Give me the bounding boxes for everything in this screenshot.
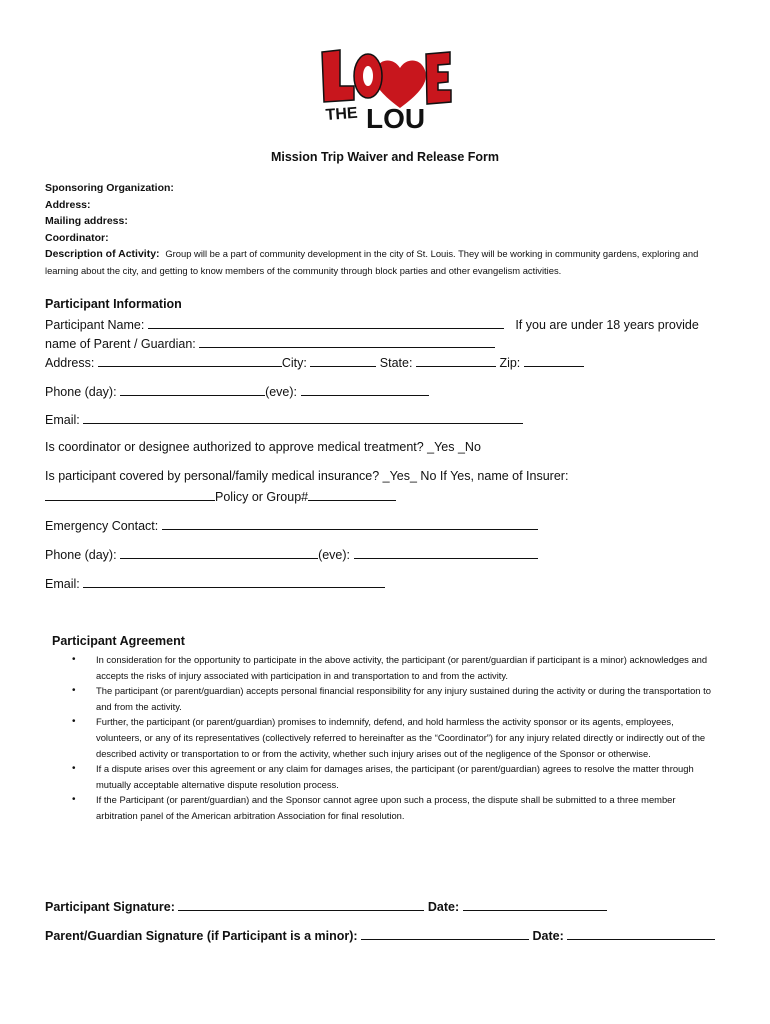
city-field[interactable] <box>310 354 376 367</box>
email-row <box>45 411 523 427</box>
phone-eve-label: (eve): <box>265 385 298 399</box>
agreement-item: • Further, the participant (or parent/guardian) promises to indemnify, defend, and hold harmless the activity sponsor or its agents, employees, volunteers, or any of its representatives (collectively referred to hereinafter as the “Coordinator”) for any injury related directly or indirectly out of the described activity or transportation to or from the activity, whether such injury arises out of the negligence of the Sponsor or otherwise. <box>60 714 715 761</box>
zip-field[interactable] <box>524 354 584 367</box>
insurance-question: Is participant covered by personal/family medical insurance? _Yes_ No If Yes, name of Insurer: <box>45 469 569 483</box>
parent-name-row <box>45 335 495 351</box>
policy-field[interactable] <box>308 488 396 501</box>
address-row <box>45 354 584 370</box>
insurer-row <box>45 488 396 504</box>
participant-name-row <box>45 316 699 332</box>
participant-name-field[interactable] <box>148 316 504 329</box>
emergency-email-label: Email: <box>45 577 80 591</box>
love-the-lou-logo <box>318 46 454 132</box>
emergency-phone-day-label: Phone (day): <box>45 548 117 562</box>
address-field[interactable] <box>98 354 282 367</box>
emergency-email-field[interactable] <box>83 575 385 588</box>
phone-eve-field[interactable] <box>301 383 429 396</box>
agreement-item: • In consideration for the opportunity to participate in the above activity, the participant (or parent/guardian if participant is a minor) acknowledges and accepts the risks of injury associated with participation in and transportation to and from the activity. <box>60 652 715 683</box>
emergency-contact-field[interactable] <box>162 517 538 530</box>
under-18-note: If you are under 18 years provide <box>515 318 699 332</box>
emergency-email-row <box>45 575 385 591</box>
participant-signature-row <box>45 898 607 914</box>
participant-date-label: Date: <box>427 900 460 914</box>
participant-info-heading: Participant Information <box>45 297 182 311</box>
coordinator-label: Coordinator: <box>45 231 109 244</box>
phone-day-field[interactable] <box>120 383 265 396</box>
address-label: Address: <box>45 198 91 211</box>
state-label: State: <box>379 356 413 370</box>
sponsoring-org-label: Sponsoring Organization: <box>45 182 174 194</box>
emergency-phone-eve-label: (eve): <box>318 548 351 562</box>
phone-row <box>45 383 429 399</box>
parent-name-field[interactable] <box>199 335 495 348</box>
participant-name-label: Participant Name: <box>45 318 145 332</box>
participant-signature-field[interactable] <box>178 898 424 911</box>
city-label: City: <box>281 356 307 370</box>
organization-info <box>45 180 725 279</box>
insurer-name-field[interactable] <box>45 488 215 501</box>
parent-signature-label: Parent/Guardian Signature (if Participant is a minor): <box>45 929 358 943</box>
phone-day-label: Phone (day): <box>45 385 117 399</box>
form-title: Mission Trip Waiver and Release Form <box>270 150 500 164</box>
medical-authorization-question: Is coordinator or designee authorized to approve medical treatment? _Yes _No <box>45 440 481 454</box>
heart-icon <box>374 61 426 109</box>
emergency-phone-day-field[interactable] <box>120 546 318 559</box>
email-label: Email: <box>45 413 80 427</box>
email-field[interactable] <box>83 411 523 424</box>
emergency-phone-row <box>45 546 538 562</box>
mailing-address-label: Mailing address: <box>45 215 128 227</box>
parent-name-label: name of Parent / Guardian: <box>45 337 196 351</box>
agreement-list <box>60 652 715 824</box>
emergency-contact-row <box>45 517 538 533</box>
description-text: Group will be a part of community development in the city of St. Louis. They will be working in community gardens, exploring and learning about the city, and getting to know members of the community through block parties and other evangelism activities. <box>45 248 699 276</box>
policy-label: Policy or Group# <box>215 490 309 504</box>
parent-date-label: Date: <box>532 929 564 943</box>
parent-date-field[interactable] <box>567 927 715 940</box>
logo-word-lou: LOU <box>366 103 426 132</box>
agreement-item: • If the Participant (or parent/guardian) and the Sponsor cannot agree upon such a process, the dispute shall be submitted to a three member arbitration panel of the American arbitration Association for final resolution. <box>60 792 715 823</box>
participant-date-field[interactable] <box>463 898 607 911</box>
parent-signature-row <box>45 927 715 943</box>
parent-signature-field[interactable] <box>361 927 529 940</box>
emergency-phone-eve-field[interactable] <box>354 546 538 559</box>
description-label: Description of Activity: <box>45 248 160 260</box>
participant-signature-label: Participant Signature: <box>45 900 175 914</box>
participant-agreement-heading: Participant Agreement <box>52 634 185 648</box>
agreement-item: • If a dispute arises over this agreement or any claim for damages arises, the participant (or parent/guardian) agrees to resolve the matter through mutually acceptable alternative dispute resolution process. <box>60 761 715 792</box>
agreement-item: • The participant (or parent/guardian) accepts personal financial responsibility for any injury sustained during the activity or during the transportation to and from the activity. <box>60 683 715 714</box>
participant-address-label: Address: <box>45 356 95 370</box>
state-field[interactable] <box>416 354 496 367</box>
zip-label: Zip: <box>499 356 521 370</box>
emergency-contact-label: Emergency Contact: <box>45 519 159 533</box>
logo-word-the: THE <box>325 104 359 124</box>
